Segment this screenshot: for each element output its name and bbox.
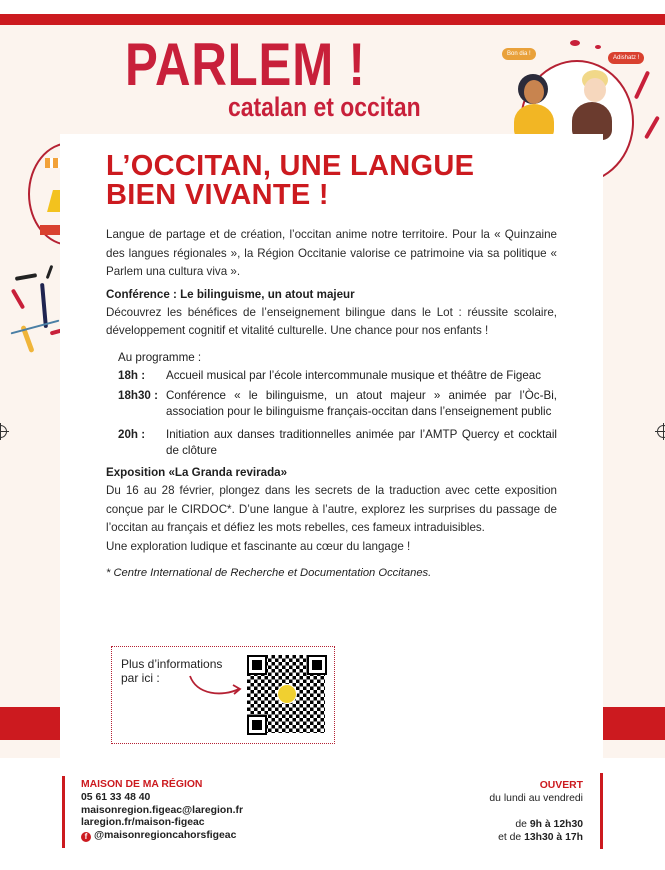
- footer-facebook[interactable]: f @maisonregioncahorsfigeac: [81, 830, 243, 843]
- program-text: Accueil musical par l’école intercommunale musique et théâtre de Figeac: [166, 368, 542, 382]
- program-text: Initiation aux danses traditionnelles animée par l’AMTP Quercy et cocktail de clôture: [166, 428, 557, 457]
- program-time: 18h30 :: [118, 389, 158, 402]
- left-red-band: [0, 707, 60, 740]
- hours-morning: de 9h à 12h30: [515, 819, 583, 830]
- registration-mark-icon: [657, 425, 665, 438]
- footer-phone[interactable]: 05 61 33 48 40: [81, 791, 151, 803]
- headline-line-1: L’OCCITAN, UNE LANGUE: [106, 150, 475, 182]
- more-info-text: Plus d’informations par ici :: [121, 657, 223, 685]
- speech-bubble-right: Adishatz !: [608, 52, 644, 64]
- logo-subtitle: catalan et occitan: [228, 92, 421, 122]
- conference-text: Découvrez les bénéfices de l’enseignement bilingue dans le Lot : réussite scolaire, développement cognitif et vitalité culturelle. Une chance pour nos enfants !: [106, 305, 557, 337]
- stand-icon: [40, 225, 62, 235]
- greeting-illustration: [500, 40, 660, 140]
- logo-title: PARLEM !: [125, 31, 366, 98]
- footer-hours: [489, 779, 583, 844]
- conference-title: Conférence : Le bilinguisme, un atout majeur: [106, 287, 355, 301]
- footnote: * Centre International de Recherche et Documentation Occitanes.: [106, 567, 432, 579]
- qr-center-logo: [277, 684, 297, 704]
- program-text: Conférence « le bilinguisme, un atout majeur » animée par l’Òc-Bi, association pour le bilinguisme français-occitan dans l’enseignement public: [166, 389, 557, 418]
- program-time: 18h :: [118, 368, 146, 382]
- footer-email[interactable]: maisonregion.figeac@laregion.fr: [81, 804, 243, 816]
- headline-line-2: BIEN VIVANTE !: [106, 179, 329, 211]
- facebook-icon: f: [81, 832, 91, 842]
- girl-face: [524, 80, 544, 104]
- program-time: 20h :: [118, 428, 146, 441]
- footer-right-bar: [600, 773, 603, 849]
- curved-arrow-icon: [187, 673, 247, 703]
- open-days: du lundi au vendredi: [489, 793, 583, 804]
- exposition-title: Exposition «La Granda revirada»: [106, 466, 288, 479]
- right-red-band: [603, 707, 665, 740]
- top-red-bar: [0, 14, 665, 25]
- program-item: [118, 368, 557, 384]
- exposition-text: Du 16 au 28 février, plongez dans les secrets de la traduction avec cette exposition conçue par le CIRDOC*. D’une langue à l’autre, explorez les surprises du passage de l’occitan au français et défiez les mots rebelles, ces fameux intraduisibles.: [106, 484, 557, 534]
- headline: [106, 152, 557, 210]
- intro-paragraph: Langue de partage et de création, l’occitan anime notre territoire. Pour la « Quinzaine des langues régionales », la Région Occitanie valorise ce patrimoine via sa politique « Parlem una cultura viva ».: [106, 228, 557, 278]
- hours-afternoon: et de 13h30 à 17h: [498, 832, 583, 843]
- footer-website[interactable]: laregion.fr/maison-figeac: [81, 817, 205, 829]
- qr-code-icon[interactable]: [247, 655, 325, 733]
- boy-face: [584, 78, 606, 102]
- program-item: [118, 427, 557, 458]
- article: [106, 152, 557, 582]
- footer-left-bar: [62, 776, 65, 848]
- speech-bubble-left: Bon dia !: [502, 48, 536, 60]
- exposition-text-2: Une exploration ludique et fascinante au cœur du langage !: [106, 539, 411, 553]
- footer-contact: [81, 779, 243, 843]
- program-item: [118, 388, 557, 419]
- footer-name: MAISON DE MA RÉGION: [81, 779, 203, 790]
- more-info-box: [111, 646, 335, 744]
- program-label: Au programme :: [118, 350, 202, 364]
- open-label: OUVERT: [539, 780, 583, 791]
